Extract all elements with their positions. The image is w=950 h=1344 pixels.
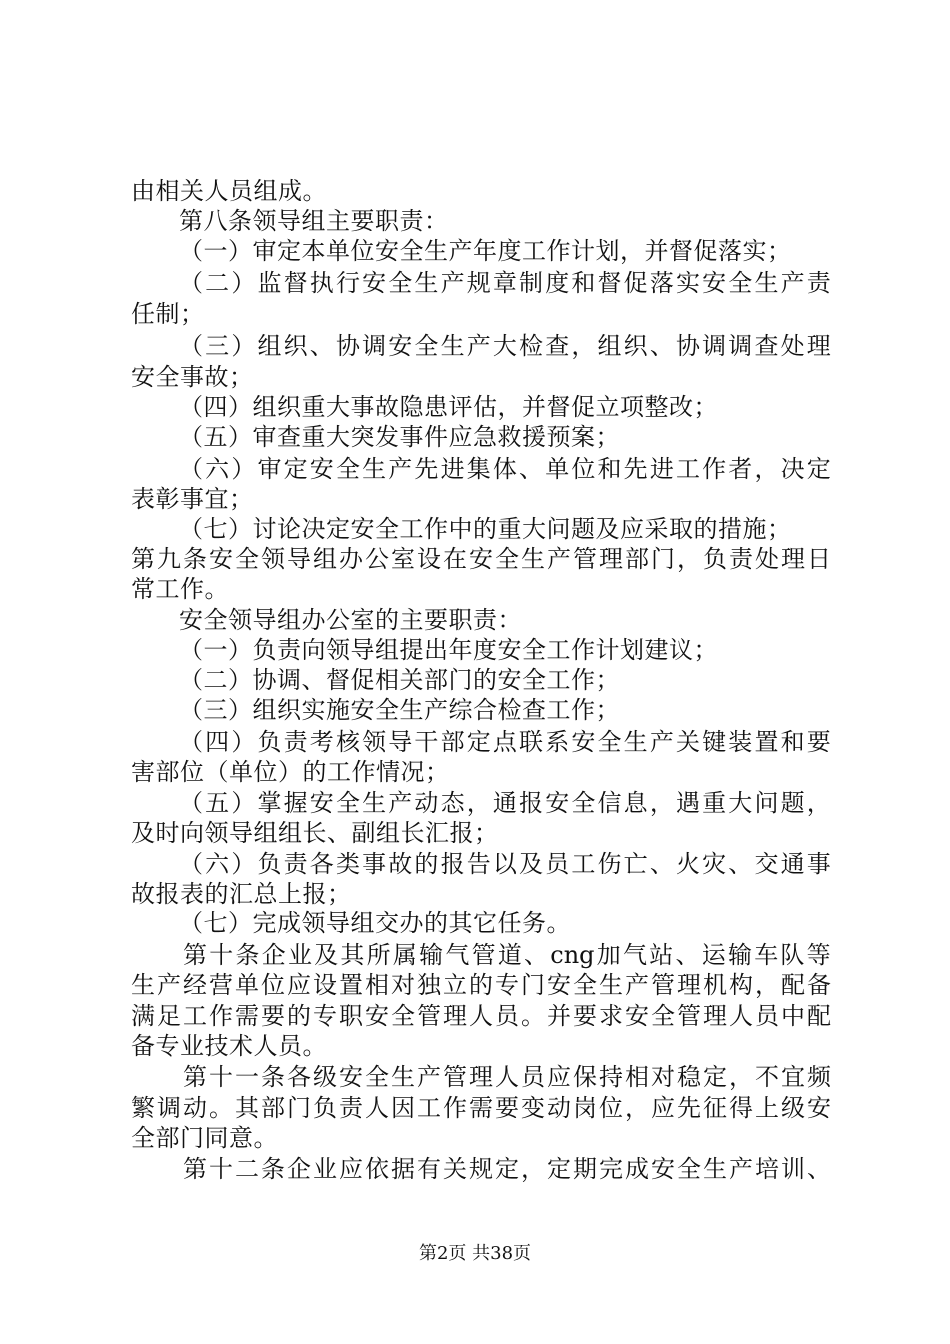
article-heading: 第 十 二 条 企 业 应 依 据 有 关 规 定 ， 定 期 完 成 安 全 生 产 培 训 、 [183,1155,831,1183]
text-line: 常工作。 [131,575,229,603]
list-item: （五）审查重大突发事件应急救援预案； [179,423,620,451]
section-heading: 安全领导组办公室的主要职责： [179,606,522,634]
text-line: 及时向领导组组长、副组长汇报； [131,819,499,847]
article-heading: 第 九 条 安 全 领 导 组 办 公 室 设 在 安 全 生 产 管 理 部 门 ， 负 责 处 理 日 [131,545,831,573]
list-item: （二）协调、督促相关部门的安全工作； [179,666,620,694]
page-number: 第2页 共38页 [418,1243,532,1264]
list-item: （ 六 ） 审 定 安 全 生 产 先 进 集 体 、 单 位 和 先 进 工 作 者 ， 决 定 [179,455,831,483]
text-line: 全部门同意。 [131,1124,278,1152]
list-item: （ 五 ） 掌 握 安 全 生 产 动 态 ， 通 报 安 全 信 息 ， 遇 重 大 问 题 ， [179,789,831,817]
list-item: （ 六 ） 负 责 各 类 事 故 的 报 告 以 及 员 工 伤 亡 、 火 灾 、 交 通 事 [179,850,831,878]
list-item: （ 二 ） 监 督 执 行 安 全 生 产 规 章 制 度 和 督 促 落 实 安 全 生 产 责 [179,269,831,297]
text-line: 备专业技术人员。 [131,1032,327,1060]
text-line: 任制； [131,300,205,328]
text-line: 害部位（单位）的工作情况； [131,758,450,786]
list-item: （一）负责向领导组提出年度安全工作计划建议； [179,636,718,664]
list-item: （ 四 ） 负 责 考 核 领 导 干 部 定 点 联 系 安 全 生 产 关 键 装 置 和 要 [179,728,831,756]
text-line: 故报表的汇总上报； [131,880,352,908]
list-item: （一）审定本单位安全生产年度工作计划，并督促落实； [179,237,792,265]
list-item: （七）讨论决定安全工作中的重大问题及应采取的措施； [179,515,792,543]
list-item: （四）组织重大事故隐患评估，并督促立项整改； [179,393,718,421]
text-line: 安全事故； [131,363,254,391]
text-line: 由相关人员组成。 [131,177,327,205]
text-line: 生 产 经 营 单 位 应 设 置 相 对 独 立 的 专 门 安 全 生 产 管 理 机 构 ， 配 备 [131,971,831,999]
text-line: 表彰事宜； [131,485,254,513]
text-line: 繁 调 动 。 其 部 门 负 责 人 因 工 作 需 要 变 动 岗 位 ， 应 先 征 得 上 级 安 [131,1094,831,1122]
article-heading: 第八条领导组主要职责： [179,207,449,235]
list-item: （七）完成领导组交办的其它任务。 [179,909,571,937]
list-item: （ 三 ） 组 织 、 协 调 安 全 生 产 大 检 查 ， 组 织 、 协 调 调 查 处 理 [179,332,831,360]
article-heading: 第 十 一 条 各 级 安 全 生 产 管 理 人 员 应 保 持 相 对 稳 定 ， 不 宜 频 [183,1063,831,1091]
text-line: 满 足 工 作 需 要 的 专 职 安 全 管 理 人 员 。 并 要 求 安 全 管 理 人 员 中 配 [131,1002,831,1030]
article-heading: 第 十 条 企 业 及 其 所 属 输 气 管 道 、 cng 加 气 站 、 运 输 车 队 等 [183,941,831,969]
list-item: （三）组织实施安全生产综合检查工作； [179,696,620,724]
